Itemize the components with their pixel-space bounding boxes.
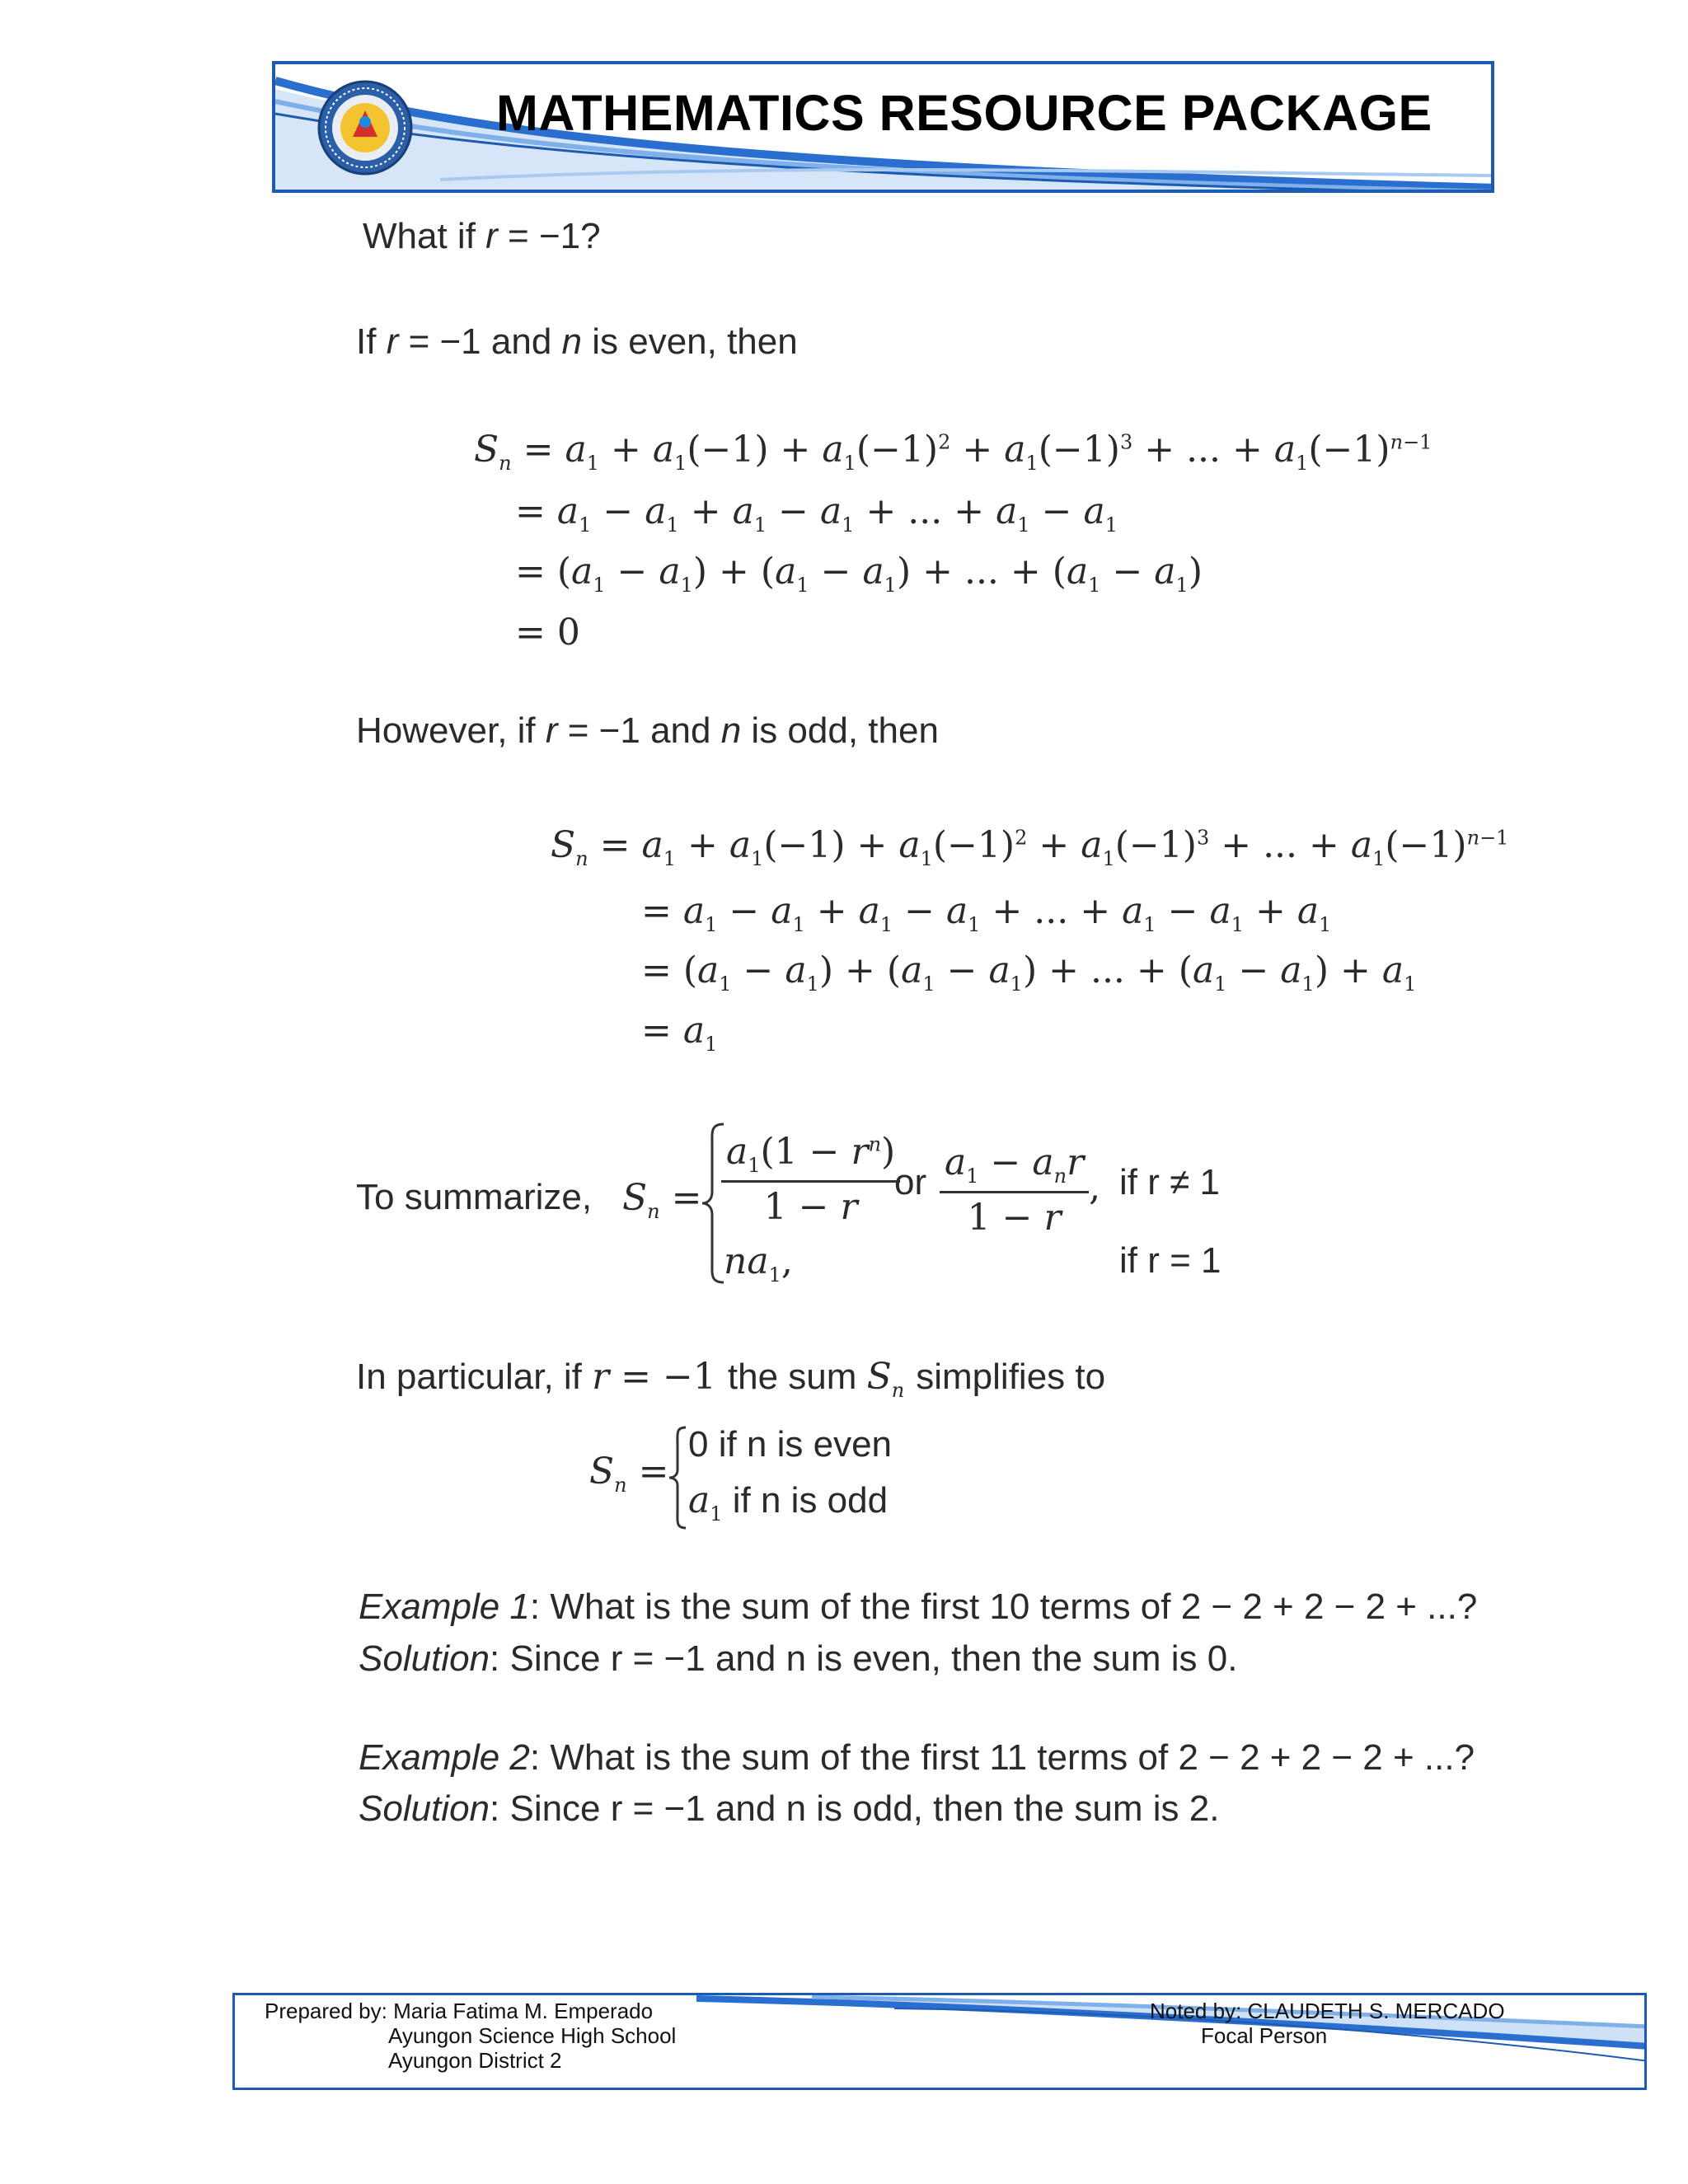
page-footer	[232, 1993, 1647, 2090]
even-derivation-line-4: = 0	[515, 612, 580, 654]
summary-fraction-1: $\frac{a_1(1 - r^n)}{1 - r}$	[721, 1131, 900, 1228]
particular-mid: the sum	[727, 1357, 857, 1397]
odd-derivation-line-1: $S_n = a_1 + a_1(-1) + a_1(-1)^2 + a_1(-1)^3$ + ... + $a_1(-1)^{n-1}$	[551, 824, 1509, 870]
question-heading	[363, 216, 601, 257]
case-even: 0 if n is even	[688, 1424, 893, 1465]
summary-condition-1: if r ≠ 1	[1119, 1162, 1220, 1202]
solution-2-label: Solution	[359, 1788, 490, 1829]
example-2	[359, 1737, 1475, 1779]
particular-brace	[666, 1424, 691, 1531]
example-2-label: Example 2	[359, 1737, 530, 1778]
noted-by: Noted by: CLAUDETH S. MERCADO	[1150, 1999, 1505, 2023]
question-text: What if	[363, 216, 476, 256]
even-intro-mid: = −1 and	[398, 321, 562, 362]
odd-intro	[356, 710, 939, 752]
odd-derivation-line-2: = $a_1 - a_1 + a_1 - a_1$ + ... + $a_1 - a_1 + a_1$	[641, 890, 1332, 936]
summary-condition-2: if r = 1	[1119, 1240, 1221, 1281]
district-name: Ayungon District 2	[388, 2048, 562, 2073]
summary-or: or	[894, 1162, 927, 1202]
solution-1-text: : Since r = −1 and n is even, then the sum is 0.	[490, 1638, 1238, 1679]
odd-intro-mid: = −1 and	[557, 710, 721, 751]
example-1-text: : What is the sum of the first 10 terms of 2 − 2 + 2 − 2 + ...?	[529, 1586, 1478, 1627]
focal-person: Focal Person	[1201, 2023, 1328, 2048]
example-2-text: : What is the sum of the first 11 terms of 2 − 2 + 2 − 2 + ...?	[529, 1737, 1475, 1778]
odd-intro-pre: However, if	[356, 710, 546, 751]
odd-intro-n: n	[720, 710, 742, 751]
odd-derivation-line-3: = $(a_1 - a_1) + (a_1 - a_1)$ + ... + $(a_1 - a_1) + a_1$	[641, 949, 1417, 996]
solution-2	[359, 1788, 1219, 1830]
even-intro	[356, 321, 798, 363]
even-intro-pre: If	[356, 321, 387, 362]
even-derivation-line-1: $S_n = a_1 + a_1(-1) + a_1(-1)^2 + a_1(-1)^3$ + ... + $a_1(-1)^{n-1}$	[474, 429, 1432, 475]
example-1-label: Example 1	[359, 1586, 530, 1627]
summary-sn: $S_n$ =	[622, 1177, 702, 1223]
case-odd-row: $a_1$ if n is odd	[688, 1479, 889, 1526]
summarize-label: To summarize,	[356, 1177, 593, 1217]
solution-1	[359, 1638, 1237, 1680]
odd-intro-r: r	[545, 710, 558, 751]
summary-fraction-2: $\frac{a_1 - a_nr}{1 - r}$ ,	[940, 1141, 1100, 1239]
even-intro-n: n	[561, 321, 582, 362]
case-odd: if n is odd	[732, 1480, 889, 1521]
example-1	[359, 1586, 1477, 1628]
question-eq: = −1?	[497, 216, 601, 256]
odd-intro-post: is odd, then	[741, 710, 939, 751]
question-r: r	[485, 216, 498, 256]
school-name: Ayungon Science High School	[388, 2023, 677, 2048]
even-intro-post: is even, then	[582, 321, 798, 362]
solution-2-text: : Since r = −1 and n is odd, then the sum is 2.	[490, 1788, 1220, 1829]
odd-derivation-line-4: = $a_1$	[641, 1010, 718, 1056]
header-title: MATHEMATICS RESOURCE PACKAGE	[496, 85, 1432, 141]
particular-post: simplifies to	[916, 1357, 1106, 1397]
page-header	[272, 61, 1494, 193]
summary-case-2: $na_1$,	[724, 1240, 793, 1286]
particular-sn: $S_n$ =	[589, 1451, 669, 1497]
particular-text: In particular, if r = −1 the sum $S_n$ simplifies to	[356, 1356, 1106, 1402]
even-derivation-line-2: = $a_1 - a_1 + a_1 - a_1$ + ... + $a_1 - a_1$	[515, 490, 1118, 537]
deped-seal-logo	[316, 79, 414, 180]
even-intro-r: r	[386, 321, 399, 362]
solution-1-label: Solution	[359, 1638, 490, 1679]
prepared-by: Prepared by: Maria Fatima M. Emperado	[265, 1999, 654, 2023]
particular-pre: In particular, if	[356, 1357, 582, 1397]
even-derivation-line-3: = $(a_1 - a_1) + (a_1 - a_1)$ + ... + $(a_1 - a_1)$	[515, 551, 1203, 597]
